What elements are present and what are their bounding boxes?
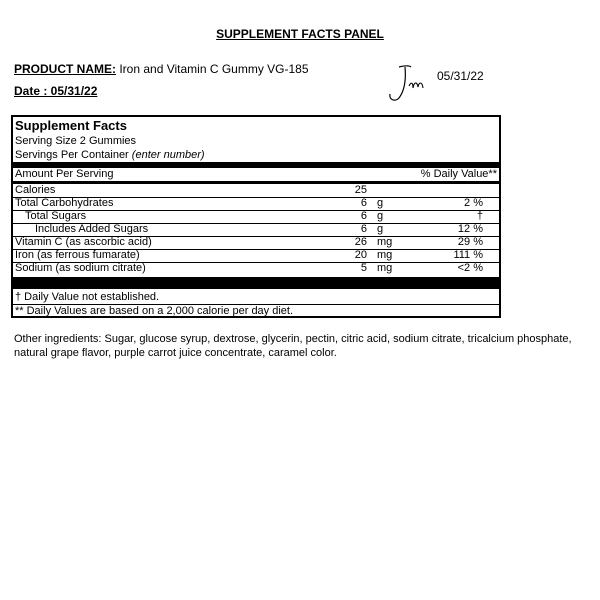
nutrient-amount: 5: [360, 262, 367, 274]
footnote-dagger: † Daily Value not established.: [15, 291, 160, 303]
supplement-facts-panel: [11, 115, 501, 318]
nutrient-unit: mg: [377, 236, 393, 248]
nutrient-amount: 6: [360, 210, 367, 222]
serving-size: Serving Size 2 Gummies: [15, 135, 137, 147]
nutrient-unit: mg: [377, 249, 393, 261]
nutrient-dv: <2 %: [457, 262, 483, 274]
nutrient-unit: mg: [377, 262, 393, 274]
servings-per-container-value: (enter number): [131, 149, 205, 161]
nutrient-dv: †: [476, 210, 483, 222]
servings-per-container: [15, 149, 205, 161]
nutrient-dv: 2 %: [464, 197, 483, 209]
nutrient-row: [13, 249, 499, 262]
nutrient-row: [13, 197, 499, 210]
nutrient-dv: 12 %: [457, 223, 483, 235]
nutrient-row: [13, 184, 499, 197]
nutrient-amount: 20: [354, 249, 367, 261]
amount-header: Amount Per Serving: [15, 168, 114, 180]
product-name-line: [14, 62, 309, 76]
other-ingredients: Other ingredients: Sugar, glucose syrup, dextrose, glycerin, pectin, citric acid, sodium citrate, tricalcium phosphate, natural grape flavor, purple carrot juice concentrate, caramel color.: [14, 333, 572, 359]
nutrient-name: Total Carbohydrates: [15, 197, 114, 209]
nutrient-amount: 25: [354, 184, 367, 196]
date-line: Date : 05/31/22: [14, 84, 98, 98]
nutrient-name: Iron (as ferrous fumarate): [15, 249, 140, 261]
nutrient-row: [13, 236, 499, 249]
nutrient-name: Calories: [15, 184, 56, 196]
signature-date: 05/31/22: [437, 69, 484, 83]
nutrient-row: [13, 210, 499, 223]
nutrient-name: Sodium (as sodium citrate): [15, 262, 146, 274]
nutrient-row: [13, 262, 499, 275]
product-name-value: Iron and Vitamin C Gummy VG-185: [119, 62, 309, 76]
amount-header-row: [13, 168, 499, 181]
nutrient-name: Vitamin C (as ascorbic acid): [15, 236, 152, 248]
nutrient-name: Total Sugars: [25, 210, 87, 222]
nutrient-unit: g: [377, 223, 384, 235]
bottom-thick-bar: [13, 277, 499, 289]
nutrient-amount: 6: [360, 197, 367, 209]
nutrient-unit: g: [377, 197, 384, 209]
nutrient-dv: 111 %: [453, 249, 483, 261]
footnote-daily-value: ** Daily Values are based on a 2,000 calorie per day diet.: [15, 305, 294, 317]
nutrient-unit: g: [377, 210, 384, 222]
nutrient-row: [13, 223, 499, 236]
servings-per-container-label: Servings Per Container: [15, 149, 129, 161]
panel-title: Supplement Facts: [15, 118, 127, 133]
nutrient-amount: 26: [354, 236, 367, 248]
nutrient-amount: 6: [360, 223, 367, 235]
product-name-label: PRODUCT NAME:: [14, 62, 116, 76]
nutrient-dv: 29 %: [457, 236, 483, 248]
dv-header: % Daily Value**: [420, 168, 497, 180]
nutrient-name: Includes Added Sugars: [35, 223, 149, 235]
page-title: SUPPLEMENT FACTS PANEL: [216, 27, 384, 41]
signature-image: [385, 64, 433, 104]
